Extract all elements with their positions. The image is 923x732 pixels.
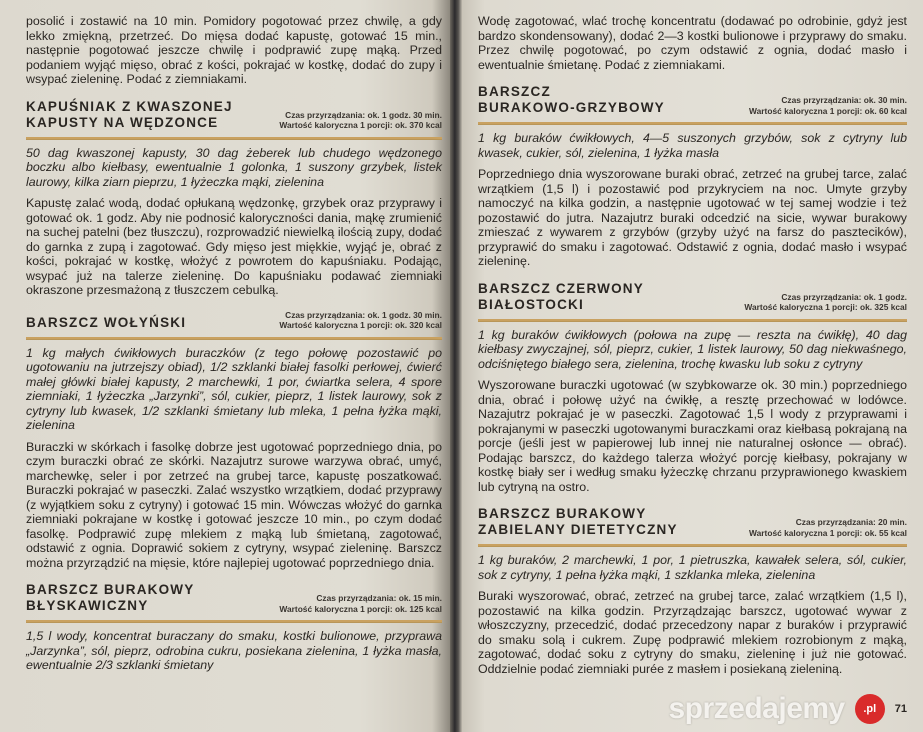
prep-time: Czas przyrządzania: ok. 1 godz. 30 min. (285, 109, 442, 120)
divider (26, 337, 442, 339)
watermark-badge: .pl (855, 694, 885, 724)
ingredients: 1 kg buraków ćwikłowych (połowa na zupę — reszta na ćwikłę), 40 dag kiełbasy zwyczajnej, sól, pieprz, cukier, 1 listek laurowy, 50 dag niekwaśnego, odciśniętego białego sera, zielenina, trochę kwasku lub soku z cytryny (478, 327, 907, 371)
book-spine (450, 0, 462, 732)
instructions: Kapustę zalać wodą, dodać opłukaną wędzonkę, grzybek oraz przyprawy i gotować ok. 1 godz. Aby nie podnosić kaloryczności dania, mąkę zrumienić na suchej patelni (bez tłuszczu), rozprowadzić niewielką ilością zupy, dodać do garnka z zupą i zagotować. Gdy mięso jest miękkie, wyjąć je, obrać z kości, pokrajać w kostkę, włożyć z powrotem do kapuśniaku. Podając, wsypać już na talerze zieleninę. Do kapuśniaku podawać ziemniaki okraszone przesmażoną z tłuszczem cebulką. (26, 196, 442, 297)
calories: Wartość kaloryczna 1 porcji: ok. 55 kcal (749, 527, 907, 538)
instructions: Buraki wyszorować, obrać, zetrzeć na grubej tarce, zalać wrzątkiem (1,5 l), pozostawić na kilka godzin. Przyrządzając barszcz, ugotować wywar z włoszczyzny, przecedzić, dodać przecedzony napar z buraków i przyprawić do smaku solą i cukrem. Zupę podprawić mlekiem rozrobionym z mąką, zagotować, dodać soku z cytryny do smaku, zieleninę i już nie gotować. Oddzielnie podać ziemniaki purée z masłem i posiekaną zieleniną. (478, 589, 907, 676)
prep-time: Czas przyrządzania: 20 min. (795, 517, 907, 527)
instructions: Buraczki w skórkach i fasolkę dobrze jest ugotować poprzedniego dnia, po czym buraczki obrać ze skórki. Nazajutrz surowe warzywa obrać, umyć, marchewkę, seler i por zetrzeć na grubej tarce, kapustę poszatkować. Buraczki pokrajać w paseczki. Zalać wszystko wrzątkiem, dodać przyprawy (z wyjątkiem soku z cytryny) i gotować 15 min. Wówczas włożyć do garnka ziemniaki pokrajane w kostkę i gotować jeszcze 10 min., po czym dodać fasolkę. Podprawić zupę mlekiem z mąką lub śmietaną, zagotować, odstawić z ognia. Doprawić sokiem z cytryny, wsypać zieleninę. Barszcz można przyrządzić na mięsie, które najlepiej ugotować poprzedniego dnia. (26, 439, 442, 570)
calories: Wartość kaloryczna 1 porcji: ok. 320 kcal (279, 320, 442, 330)
recipe-title: BARSZCZ BURAKOWY BŁYSKAWICZNY (26, 582, 195, 613)
prep-time: Czas przyrządzania: ok. 1 godz. 30 min. (285, 309, 442, 320)
calories: Wartość kaloryczna 1 porcji: ok. 370 kcal (279, 120, 442, 130)
intro-paragraph: posolić i zostawić na 10 min. Pomidory pogotować przez chwilę, a gdy lekko zmiękną, przetrzeć. Do mięsa dodać kapustę, gotować 15 min., następnie pogotować jeszcze chwilę i podprawić zupę mąką. Przed podaniem wyjąć mięso, obrać z kości, pokrajać w kostkę, dodać do zupy i wsypać zieleninę. Podać z ziemniakami. (26, 14, 442, 86)
recipe-title: BARSZCZ BURAKOWY ZABIELANY DIETETYCZNY (478, 506, 678, 537)
recipe-kapusniak (26, 99, 442, 298)
recipe-title: BARSZCZ BURAKOWO-GRZYBOWY (478, 84, 665, 115)
recipe-barszcz-wolynski (26, 310, 442, 571)
ingredients: 50 dag kwaszonej kapusty, 30 dag żeberek lub chudego wędzonego boczku albo kiełbasy, ewentualnie 1 golonka, 1 suszony grzybek, listek laurowy, kilka ziarn pieprzu, 1 łyżeczka mąki, zielenina (26, 145, 442, 189)
recipe-title: BARSZCZ WOŁYŃSKI (26, 314, 187, 330)
recipe-zabielany-dietetyczny (478, 506, 907, 676)
divider (26, 620, 442, 622)
page-number: 71 (894, 703, 907, 715)
ingredients: 1 kg małych ćwikłowych buraczków (z tego połowę pozostawić po ugotowaniu na jutrzejszy obiad), 1/2 szklanki białej fasolki perłowej, ćwierć małej główki białej kapusty, 2 marchewki, 1 por, ćwiartka selera, 4 spore ziemniaki, 1 łyżeczka „Jarzynki”, sól, cukier, pieprz, 1 listek laurowy, sok z cytryny lub kwasek, 1/2 szklanki śmietany lub mleka, 1 pełna łyżka mąki, zielenina (26, 345, 442, 432)
watermark: sprzedajemy (668, 692, 845, 725)
divider (478, 544, 907, 546)
divider (478, 319, 907, 321)
divider (26, 137, 442, 139)
ingredients: 1 kg buraków ćwikłowych, 4—5 suszonych grzybów, sok z cytryny lub kwasek, cukier, sól, zielenina, 1 łyżka masła (478, 131, 907, 160)
right-page (462, 0, 923, 732)
calories: Wartość kaloryczna 1 porcji: ok. 325 kcal (744, 302, 907, 312)
recipe-czerwony-bialostocki (478, 281, 907, 495)
calories: Wartość kaloryczna 1 porcji: ok. 60 kcal (749, 105, 907, 116)
calories: Wartość kaloryczna 1 porcji: ok. 125 kcal (279, 603, 442, 614)
instructions: Poprzedniego dnia wyszorowane buraki obrać, zetrzeć na grubej tarce, zalać wrzątkiem (1,5 l) i pozostawić pod przykryciem na noc. Umyte grzyby namoczyć na kilka godzin, a następnie ugotować w tej samej wodzie i też pozostawić do jutra. Nazajutrz buraki odcedzić na sicie, wywar burakowy zmieszać z wywarem z grzybów (grzyby użyć na farsz do pasztecików), przyprawić do smaku i zagotować. Odstawić z ognia, dodać masło i wsypać zieleninę. (478, 167, 907, 268)
intro-paragraph: Wodę zagotować, wlać trochę koncentratu (dodawać po odrobinie, gdyż jest bardzo skondensowany), dodać 2—3 kostki bulionowe i przyprawy do smaku. Przez chwilę pogotować, po czym odstawić z ognia, dodać masło i ewentualnie śmietanę. Podać z ziemniakami. (478, 14, 907, 72)
recipe-title: BARSZCZ CZERWONY BIAŁOSTOCKI (478, 280, 644, 312)
recipe-barszcz-blyskawiczny (26, 582, 442, 680)
page-footer (478, 688, 907, 726)
prep-time: Czas przyrządzania: ok. 15 min. (316, 593, 442, 603)
prep-time: Czas przyrządzania: ok. 30 min. (781, 95, 907, 105)
recipe-burakowo-grzybowy (478, 84, 907, 269)
prep-time: Czas przyrządzania: ok. 1 godz. (781, 291, 907, 302)
instructions: Wyszorowane buraczki ugotować (w szybkowarze ok. 30 min.) poprzedniego dnia, obrać i połowę użyć na ćwikłę, a resztę przechować w lodówce. Nazajutrz pokrajać je w paseczki. Zagotować 1,5 l wody z przyprawami i pokrajanymi w paseczki ugotowanymi buraczkami oraz kiełbasą pokrajaną na porcje (jeśli jest w papierowej lub innej nie naturalnej osłonce — obrać). Podając barszcz, do każdego talerza włożyć porcję kiełbasy, pokrajany w kostkę biały ser i według smaku łyżeczkę chrzanu przyprawionego kwaskiem lub cytryną na ostro. (478, 378, 907, 494)
left-page (0, 0, 450, 732)
ingredients: 1,5 l wody, koncentrat buraczany do smaku, kostki bulionowe, przyprawa „Jarzynka”, sól, pieprz, odrobina cukru, posiekana zielenina, 1 łyżka masła, ewentualnie 2/3 szklanki śmietany (26, 629, 442, 672)
recipe-title: KAPUŚNIAK Z KWASZONEJ KAPUSTY NA WĘDZONCE (26, 98, 233, 130)
divider (478, 122, 907, 124)
ingredients: 1 kg buraków, 2 marchewki, 1 por, 1 pietruszka, kawałek selera, sól, cukier, sok z cytryny, 1 pełna łyżka mąki, 1 szklanka mleka, zielenina (478, 553, 907, 582)
